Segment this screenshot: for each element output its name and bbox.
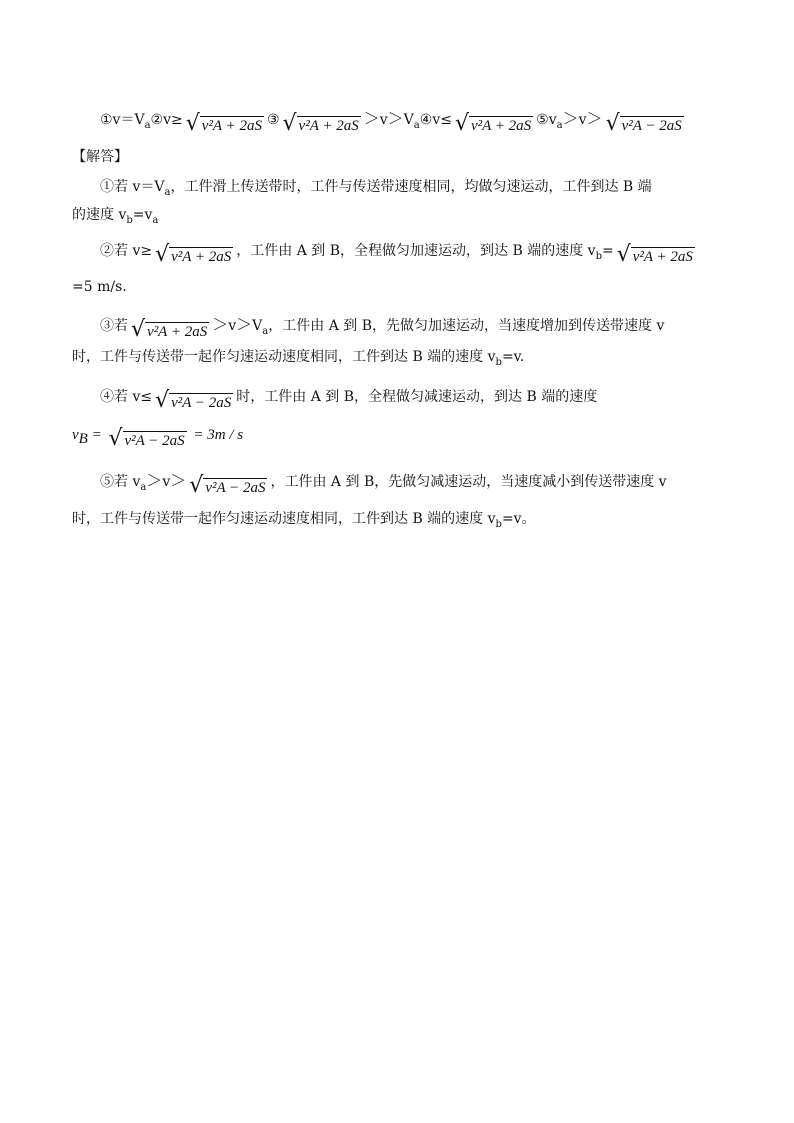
p1-line-1 bbox=[100, 176, 734, 204]
p4-vb-sub: B bbox=[78, 430, 88, 447]
p2-rest: ，工件由 A 到 B，全程做匀加速运动，到达 B 端的速度 v bbox=[236, 243, 596, 259]
p3-v: v bbox=[228, 318, 237, 334]
p5-line-1 bbox=[100, 470, 734, 499]
p2-sub: b bbox=[595, 250, 602, 262]
p4-result: = 3m / s bbox=[189, 427, 244, 443]
p3-line-2 bbox=[72, 346, 734, 374]
p1-l2-sub: b bbox=[126, 214, 133, 226]
radical-minus: √ v²A − 2aS bbox=[108, 426, 185, 451]
case-3: ③ bbox=[266, 112, 280, 128]
case-1-sub: a bbox=[144, 119, 151, 131]
p1-text: ①若 v＝V bbox=[100, 179, 165, 195]
radical-plus: √ v²A + 2aS bbox=[155, 242, 232, 267]
p5-text: ⑤若 v bbox=[100, 474, 141, 490]
p4-line-1 bbox=[100, 386, 734, 412]
p4-eq: = bbox=[87, 427, 106, 443]
radical-plus: √ v²A + 2aS bbox=[282, 111, 359, 136]
p3-sub: a bbox=[262, 325, 269, 337]
p4-vb: v bbox=[72, 427, 79, 443]
radical-plus: √ v²A + 2aS bbox=[185, 111, 262, 136]
gt-symbol: ＞ bbox=[363, 109, 380, 128]
p5-v: v bbox=[162, 474, 171, 490]
p3-l2-rest: =v. bbox=[501, 349, 525, 365]
case-5: ⑤v bbox=[536, 112, 557, 128]
p4-text: ④若 v≤ bbox=[100, 389, 153, 405]
case-5-v: v bbox=[578, 112, 587, 128]
radical-minus: √ v²A − 2aS bbox=[605, 111, 682, 136]
case-1: ①v＝V bbox=[100, 112, 145, 128]
p5-rest: ，工件由 A 到 B，先做匀减速运动，当速度减小到传送带速度 v bbox=[270, 474, 667, 490]
p1-l2-sub2: a bbox=[152, 214, 159, 226]
p2-text: ②若 v≥ bbox=[100, 243, 153, 259]
p3-va: V bbox=[252, 318, 263, 334]
gt-symbol: ＞ bbox=[236, 315, 253, 334]
p3-rest: ，工件由 A 到 B，先做匀加速运动，当速度增加到传送带速度 v bbox=[268, 318, 665, 334]
p4-rest: 时，工件由 A 到 B，全程做匀减速运动，到达 B 端的速度 bbox=[236, 389, 598, 405]
p5-l2-text: 时，工件与传送带一起作匀速运动速度相同，工件到达 B 端的速度 v bbox=[72, 511, 496, 527]
gt-symbol: ＞ bbox=[586, 109, 603, 128]
p3-l2-sub: b bbox=[495, 356, 502, 368]
p5-l2-sub: b bbox=[495, 518, 502, 530]
case-3-va: V bbox=[403, 112, 414, 128]
cases-line bbox=[100, 108, 734, 137]
p5-sub: a bbox=[140, 481, 147, 493]
gt-symbol: ＞ bbox=[212, 315, 229, 334]
p1-sub: a bbox=[164, 186, 171, 198]
radical-plus: √ v²A + 2aS bbox=[131, 317, 208, 342]
case-2: ②v≥ bbox=[150, 112, 183, 128]
radical-plus: √ v²A + 2aS bbox=[616, 242, 693, 267]
p2-line-2: =5 m/s. bbox=[72, 279, 127, 295]
p1-l2-rest: =v bbox=[132, 207, 153, 223]
radical-plus: √ v²A + 2aS bbox=[454, 111, 532, 136]
case-3-v: v bbox=[379, 112, 388, 128]
gt-symbol: ＞ bbox=[146, 471, 163, 490]
p1-line-2 bbox=[72, 204, 734, 232]
p2-eq: = bbox=[602, 243, 614, 259]
p3-l2-text: 时，工件与传送带一起作匀速运动速度相同，工件到达 B 端的速度 v bbox=[72, 349, 496, 365]
case-4: ④v≤ bbox=[419, 112, 452, 128]
p4-line-2 bbox=[72, 424, 734, 450]
p5-line-2 bbox=[72, 508, 734, 536]
gt-symbol: ＞ bbox=[562, 109, 579, 128]
case-5-sub: a bbox=[556, 119, 563, 131]
p2-line-1 bbox=[100, 240, 734, 268]
gt-symbol: ＞ bbox=[170, 471, 187, 490]
radical-minus: √ v²A − 2aS bbox=[189, 473, 266, 498]
p5-l2-rest: =v。 bbox=[501, 511, 536, 527]
radical-minus: √ v²A − 2aS bbox=[155, 388, 232, 413]
p3-line-1 bbox=[100, 314, 734, 343]
p1-rest: ，工件滑上传送带时，工件与传送带速度相同，均做匀速运动，工件到达 B 端 bbox=[170, 179, 652, 195]
case-3-sub: a bbox=[413, 119, 420, 131]
gt-symbol: ＞ bbox=[387, 109, 404, 128]
p3-text: ③若 bbox=[100, 318, 128, 334]
p1-l2-text: 的速度 v bbox=[72, 207, 127, 223]
answer-header: 【解答】 bbox=[72, 149, 128, 165]
